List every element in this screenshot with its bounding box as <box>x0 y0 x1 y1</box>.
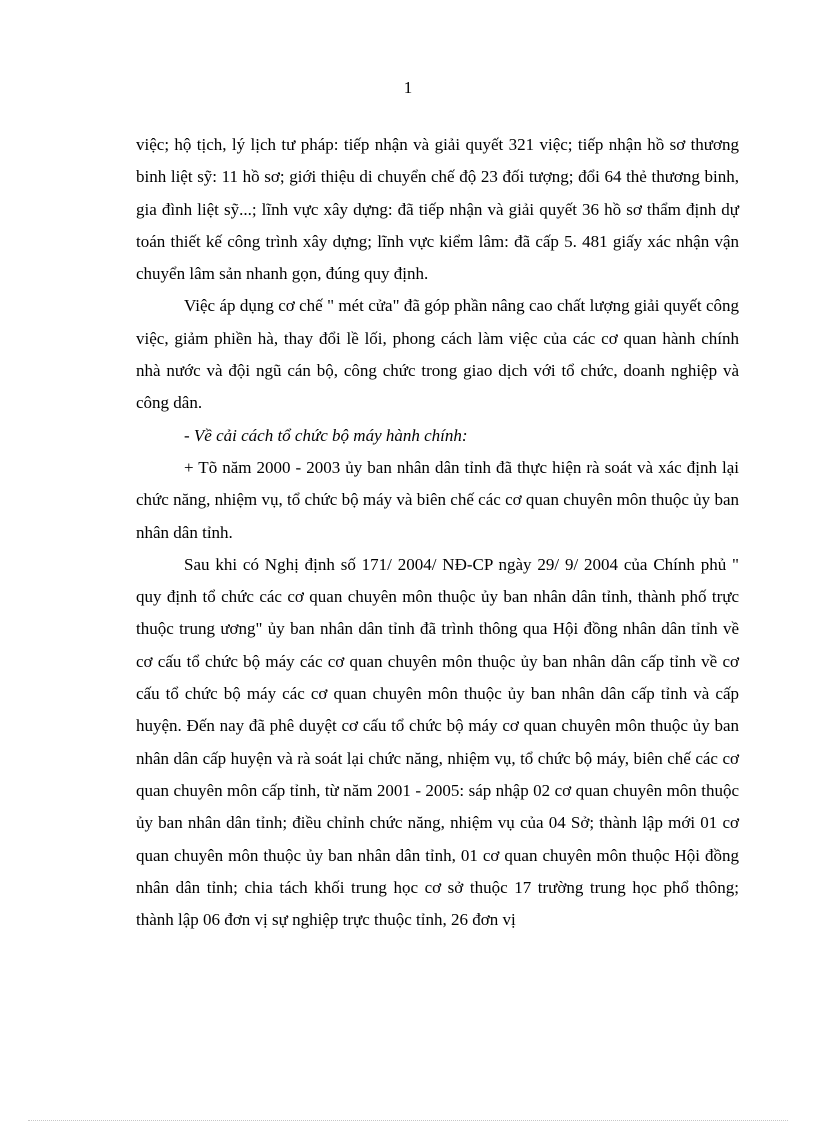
page-number: 1 <box>403 78 413 97</box>
footer-divider <box>28 1120 788 1121</box>
paragraph-decree-171: Sau khi có Nghị định số 171/ 2004/ NĐ-CP ngày 29/ 9/ 2004 của Chính phủ " quy định tổ chức các cơ quan chuyên môn thuộc ủy ban nhân dân tỉnh, thành phố trực thuộc trung ương" ủy ban nhân dân tỉnh đã trình thông qua Hội đồng nhân dân tỉnh về cơ cấu tổ chức bộ máy các cơ quan chuyên môn thuộc ủy ban nhân dân cấp tỉnh về cơ cấu tổ chức bộ máy các cơ quan chuyên môn thuộc ủy ban nhân dân cấp tỉnh và cấp huyện. Đến nay đã phê duyệt cơ cấu tổ chức bộ máy cơ quan chuyên môn thuộc ủy ban nhân dân cấp huyện và rà soát lại chức năng, nhiệm vụ, tổ chức bộ máy, biên chế các cơ quan chuyên môn cấp tỉnh, từ năm 2001 - 2005: sáp nhập 02 cơ quan chuyên môn thuộc ủy ban nhân dân tỉnh; điều chỉnh chức năng, nhiệm vụ của 04 Sở; thành lập mới 01 cơ quan chuyên môn thuộc ủy ban nhân dân tỉnh, 01 cơ quan chuyên môn thuộc Hội đồng nhân dân tỉnh; chia tách khối trung học cơ sở thuộc 17 trường trung học phổ thông; thành lập 06 đơn vị sự nghiệp trực thuộc tỉnh, 26 đơn vị <box>136 554 739 930</box>
paragraph-one-stop-mechanism: Việc áp dụng cơ chế " mét cửa" đã góp phần nâng cao chất lượng giải quyết công việc, giảm phiền hà, thay đổi lề lối, phong cách làm việc của các cơ quan hành chính nhà nước và đội ngũ cán bộ, công chức trong giao dịch với tổ chức, doanh nghiệp và công dân. <box>136 296 739 413</box>
paragraph-procedures-continued: việc; hộ tịch, lý lịch tư pháp: tiếp nhận và giải quyết 321 việc; tiếp nhận hồ sơ thương binh liệt sỹ: 11 hồ sơ; giới thiệu di chuyển chế độ 23 đối tượng; đổi 64 thẻ thương binh, gia đình liệt sỹ...; lĩnh vực xây dựng: đã tiếp nhận và giải quyết 36 hồ sơ thẩm định dự toán thiết kế công trình xây dựng; lĩnh vực kiểm lâm: đã cấp 5. 481 giấy xác nhận vận chuyển lâm sản nhanh gọn, đúng quy định. <box>136 135 739 284</box>
document-body <box>136 129 739 936</box>
section-heading-apparatus-reform: - Về cải cách tổ chức bộ máy hành chính: <box>184 425 468 445</box>
paragraph-2000-2003-review: + Tõ năm 2000 - 2003 ủy ban nhân dân tỉnh đã thực hiện rà soát và xác định lại chức năng, nhiệm vụ, tổ chức bộ máy và biên chế các cơ quan chuyên môn thuộc ủy ban nhân dân tỉnh. <box>136 457 739 542</box>
